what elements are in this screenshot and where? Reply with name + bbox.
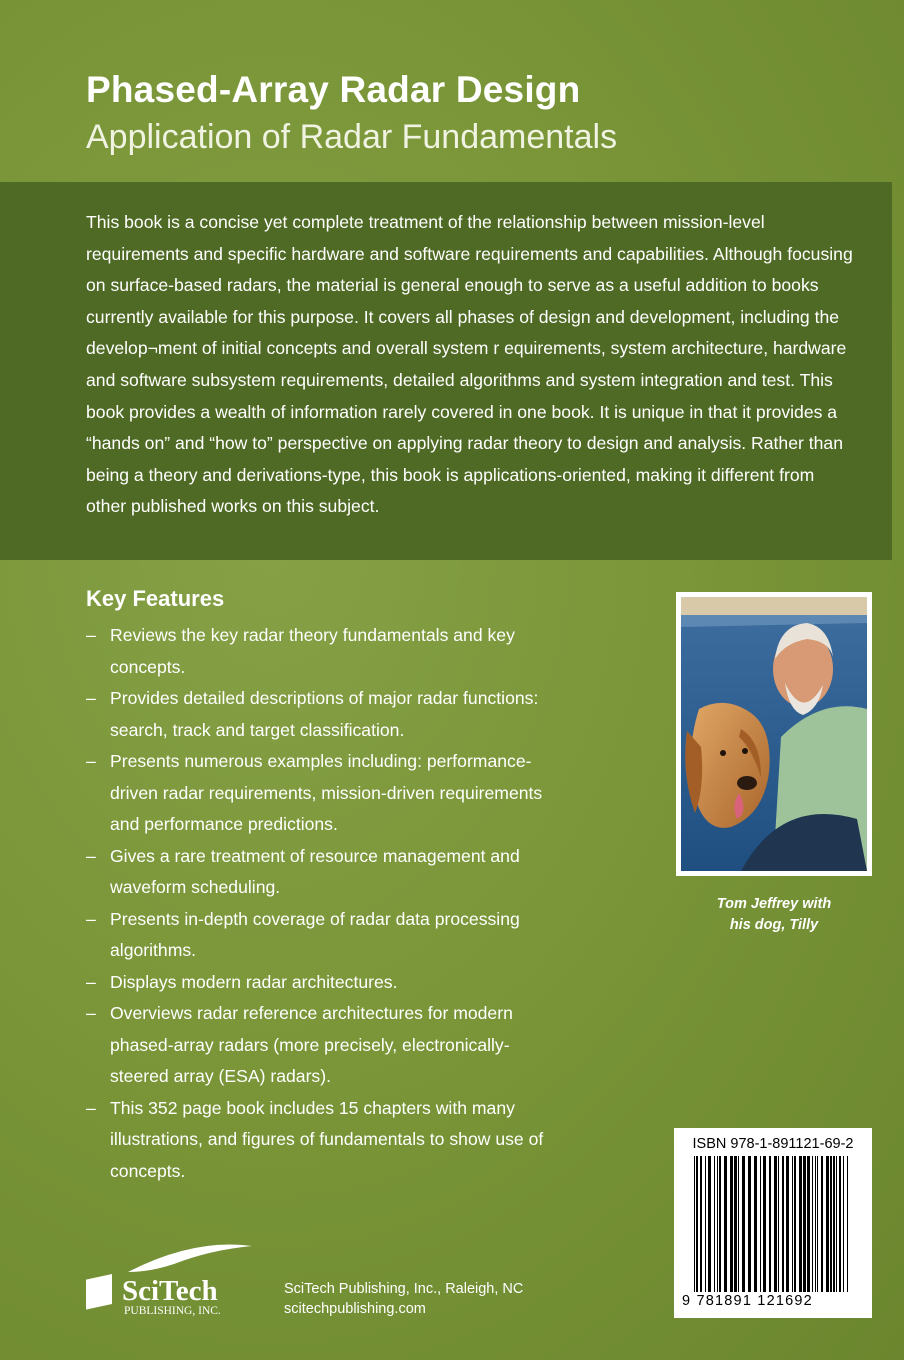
photo-caption bbox=[676, 894, 872, 936]
dash-bullet: – bbox=[86, 1003, 96, 1023]
barcode-bar bbox=[742, 1156, 745, 1292]
barcode-bar bbox=[769, 1156, 771, 1292]
publisher-info bbox=[284, 1279, 523, 1319]
author-photo bbox=[676, 592, 872, 876]
feature-item bbox=[86, 841, 566, 904]
barcode-bar bbox=[763, 1156, 766, 1292]
feature-item bbox=[86, 1093, 566, 1188]
caption-line: his dog, Tilly bbox=[729, 917, 819, 933]
author-photo-image bbox=[681, 597, 867, 871]
dash-bullet: – bbox=[86, 1097, 96, 1118]
dash-bullet: – bbox=[86, 845, 96, 866]
dash-bullet: – bbox=[86, 688, 96, 708]
feature-text: Presents in-depth coverage of radar data processing algorithms. bbox=[110, 908, 520, 960]
dash-bullet: – bbox=[86, 971, 96, 992]
dash-bullet: – bbox=[86, 751, 96, 771]
barcode-bar bbox=[700, 1156, 702, 1292]
barcode-bars bbox=[694, 1156, 852, 1292]
publisher-website: scitechpublishing.com bbox=[284, 1301, 426, 1317]
barcode-bar bbox=[719, 1156, 721, 1292]
barcode-bar bbox=[694, 1156, 695, 1292]
barcode-bar bbox=[748, 1156, 751, 1292]
barcode-bar bbox=[730, 1156, 733, 1292]
barcode-bar bbox=[847, 1156, 848, 1292]
scitech-logo bbox=[84, 1244, 264, 1320]
barcode-bar bbox=[794, 1156, 796, 1292]
isbn-label: ISBN 978-1-891121-69-2 bbox=[692, 1136, 854, 1152]
book-description: This book is a concise yet complete treatment of the relationship between mission-level requirements and specific hardware and software requirements and capabilities. Although focusing on surface-based radars, the material is general enough to serve as a useful addition to books currently available for this purpose. It covers all phases of design and development, including the develop¬ment of initial concepts and overall system r equirements, system architecture, hardware and software subsystem requirements, detailed algorithms and system integration and test. This book provides a wealth of information rarely covered in one book. It is unique in that it provides a “hands on” and “how to” perspective on applying radar theory to design and analysis. Rather than being a theory and derivations-type, this book is applications-oriented, making it different from other published works on this subject. bbox=[86, 212, 853, 517]
barcode-bar bbox=[696, 1156, 698, 1292]
dash-bullet: – bbox=[86, 908, 96, 929]
barcode-bar bbox=[782, 1156, 784, 1292]
barcode-bar bbox=[708, 1156, 711, 1292]
key-features-list bbox=[86, 620, 566, 1187]
barcode-bar bbox=[717, 1156, 718, 1292]
feature-text: This 352 page book includes 15 chapters with many illustrations, and figures of fundamentals to show use of concepts. bbox=[110, 1097, 544, 1181]
barcode-bar bbox=[836, 1156, 837, 1292]
isbn-barcode bbox=[674, 1128, 872, 1318]
dash-bullet: – bbox=[86, 625, 96, 645]
barcode-bar bbox=[792, 1156, 793, 1292]
barcode-bar bbox=[734, 1156, 737, 1292]
barcode-bar bbox=[833, 1156, 835, 1292]
book-title: Phased-Array Radar Design bbox=[86, 69, 581, 110]
barcode-bar bbox=[724, 1156, 727, 1292]
barcode-bar bbox=[826, 1156, 829, 1292]
feature-text: Overviews radar reference architectures for modern phased-array radars (more precisely, electronically-steered array (ESA) radars). bbox=[110, 1003, 513, 1086]
barcode-bar bbox=[830, 1156, 832, 1292]
publisher-name: SciTech Publishing, Inc., Raleigh, NC bbox=[284, 1281, 524, 1297]
barcode-bar bbox=[817, 1156, 818, 1292]
title-block bbox=[86, 68, 617, 162]
feature-text: Displays modern radar architectures. bbox=[110, 971, 398, 992]
feature-item bbox=[86, 904, 566, 967]
barcode-bar bbox=[754, 1156, 757, 1292]
barcode-bar bbox=[786, 1156, 789, 1292]
barcode-bar bbox=[839, 1156, 841, 1292]
barcode-bar bbox=[760, 1156, 761, 1292]
feature-item bbox=[86, 746, 566, 841]
book-subtitle: Application of Radar Fundamentals bbox=[86, 118, 618, 156]
feature-item bbox=[86, 620, 566, 683]
barcode-bar bbox=[738, 1156, 739, 1292]
logo-book-icon bbox=[86, 1274, 112, 1310]
caption-line: Tom Jeffrey with bbox=[716, 896, 832, 912]
feature-text: Gives a rare treatment of resource management and waveform scheduling. bbox=[110, 845, 520, 897]
barcode-bar bbox=[774, 1156, 777, 1292]
barcode-bar bbox=[803, 1156, 806, 1292]
key-features-title: Key Features bbox=[86, 586, 225, 611]
feature-item bbox=[86, 683, 566, 746]
feature-text: Reviews the key radar theory fundamentals and key concepts. bbox=[110, 625, 515, 677]
barcode-bar bbox=[799, 1156, 802, 1292]
barcode-bar bbox=[705, 1156, 706, 1292]
barcode-bar bbox=[815, 1156, 816, 1292]
feature-text: Provides detailed descriptions of major radar functions: search, track and target classification. bbox=[110, 688, 539, 740]
barcode-digits: 9 781891 121692 bbox=[682, 1293, 813, 1309]
feature-item bbox=[86, 998, 566, 1093]
barcode-bar bbox=[807, 1156, 810, 1292]
logo-main-text: SciTech bbox=[122, 1275, 218, 1307]
barcode-bar bbox=[821, 1156, 823, 1292]
barcode-bar bbox=[812, 1156, 813, 1292]
barcode-bar bbox=[714, 1156, 715, 1292]
barcode-bar bbox=[843, 1156, 844, 1292]
feature-item bbox=[86, 967, 566, 999]
feature-text: Presents numerous examples including: performance-driven radar requirements, mission-driven requirements and performance predictions. bbox=[110, 751, 543, 834]
logo-swoosh bbox=[128, 1244, 252, 1272]
logo-sub-text: PUBLISHING, INC. bbox=[124, 1305, 221, 1317]
barcode-bar bbox=[778, 1156, 779, 1292]
